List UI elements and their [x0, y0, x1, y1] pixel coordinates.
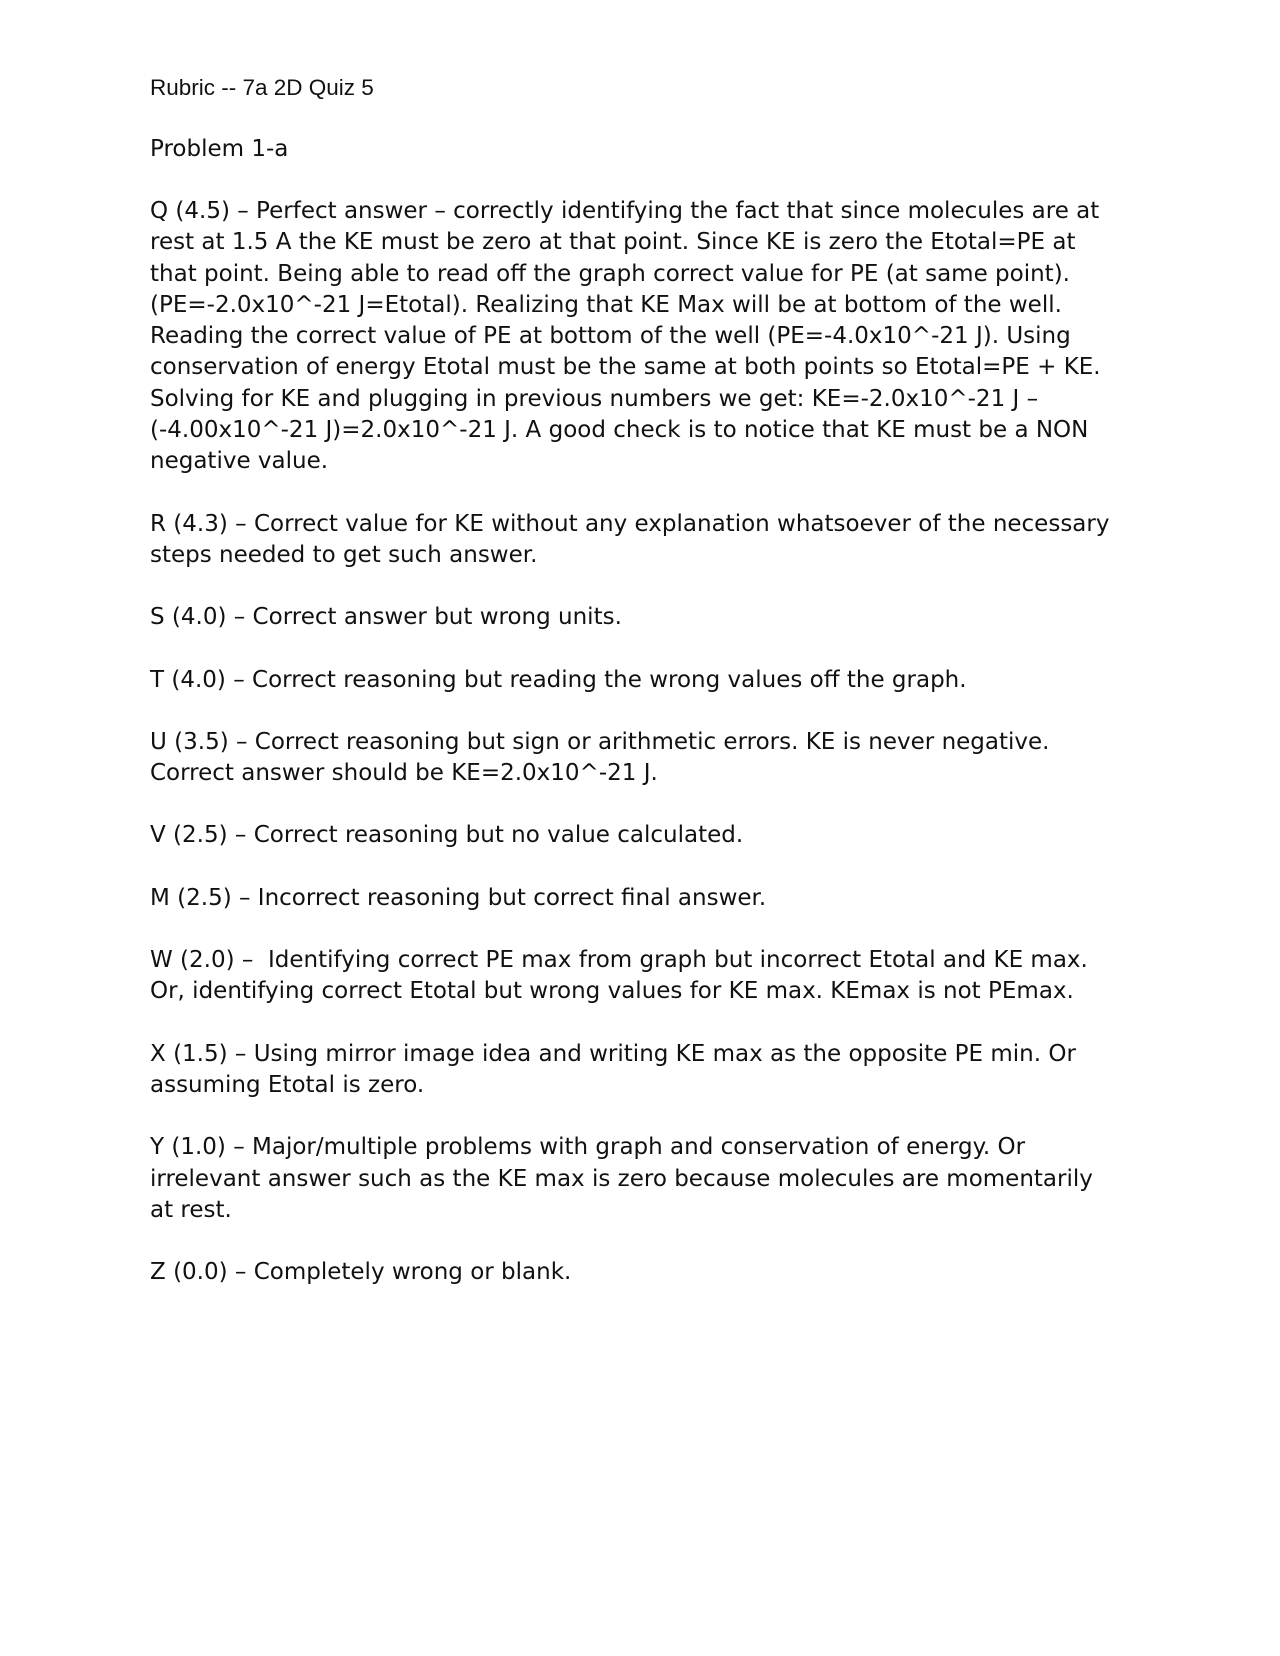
criterion-x: X (1.5) – Using mirror image idea and writing KE max as the opposite PE min. Or assuming Etotal is zero.	[150, 1040, 1084, 1098]
problem-title: Problem 1-a	[150, 136, 289, 162]
criterion-w: W (2.0) – Identifying correct PE max from graph but incorrect Etotal and KE max. Or, identifying correct Etotal but wrong values for KE max. KEmax is not PEmax.	[150, 947, 1096, 1005]
criterion-s: S (4.0) – Correct answer but wrong units.	[150, 604, 622, 631]
criterion-m: M (2.5) – Incorrect reasoning but correct final answer.	[150, 884, 767, 911]
criterion-t: T (4.0) – Correct reasoning but reading the wrong values off the graph.	[150, 666, 967, 693]
criterion-u: U (3.5) – Correct reasoning but sign or arithmetic errors. KE is never negative. Correct answer should be KE=2.0x10^-21 J.	[150, 728, 1057, 787]
criterion-r: R (4.3) – Correct value for KE without any explanation whatsoever of the necessary steps needed to get such answer.	[150, 510, 1117, 568]
criterion-v: V (2.5) – Correct reasoning but no value calculated.	[150, 822, 744, 849]
criterion-y: Y (1.0) – Major/multiple problems with graph and conservation of energy. Or irrelevant answer such as the KE max is zero because molecules are momentarily at rest.	[150, 1134, 1101, 1223]
document-page	[150, 72, 1117, 1319]
criterion-q: Q (4.5) – Perfect answer – correctly identifying the fact that since molecules are at rest at 1.5 A the KE must be zero at that point. Since KE is zero the Etotal=PE at that point. Being able to read off the graph correct value for PE (at same point). (PE=-2.0x10^-21 J=Etotal). Realizing that KE Max will be at bottom of the well. Reading the correct value of PE at bottom of the well (PE=-4.0x10^-21 J). Using conservation of energy Etotal must be the same at both points so Etotal=PE + KE. Solving for KE and plugging in previous numbers we get: KE=-2.0x10^-21 J – (-4.00x10^-21 J)=2.0x10^-21 J. A good check is to notice that KE must be a NON negative value.	[150, 198, 1108, 475]
document-title: Rubric -- 7a 2D Quiz 5	[150, 75, 374, 100]
criterion-z: Z (0.0) – Completely wrong or blank.	[150, 1259, 572, 1286]
